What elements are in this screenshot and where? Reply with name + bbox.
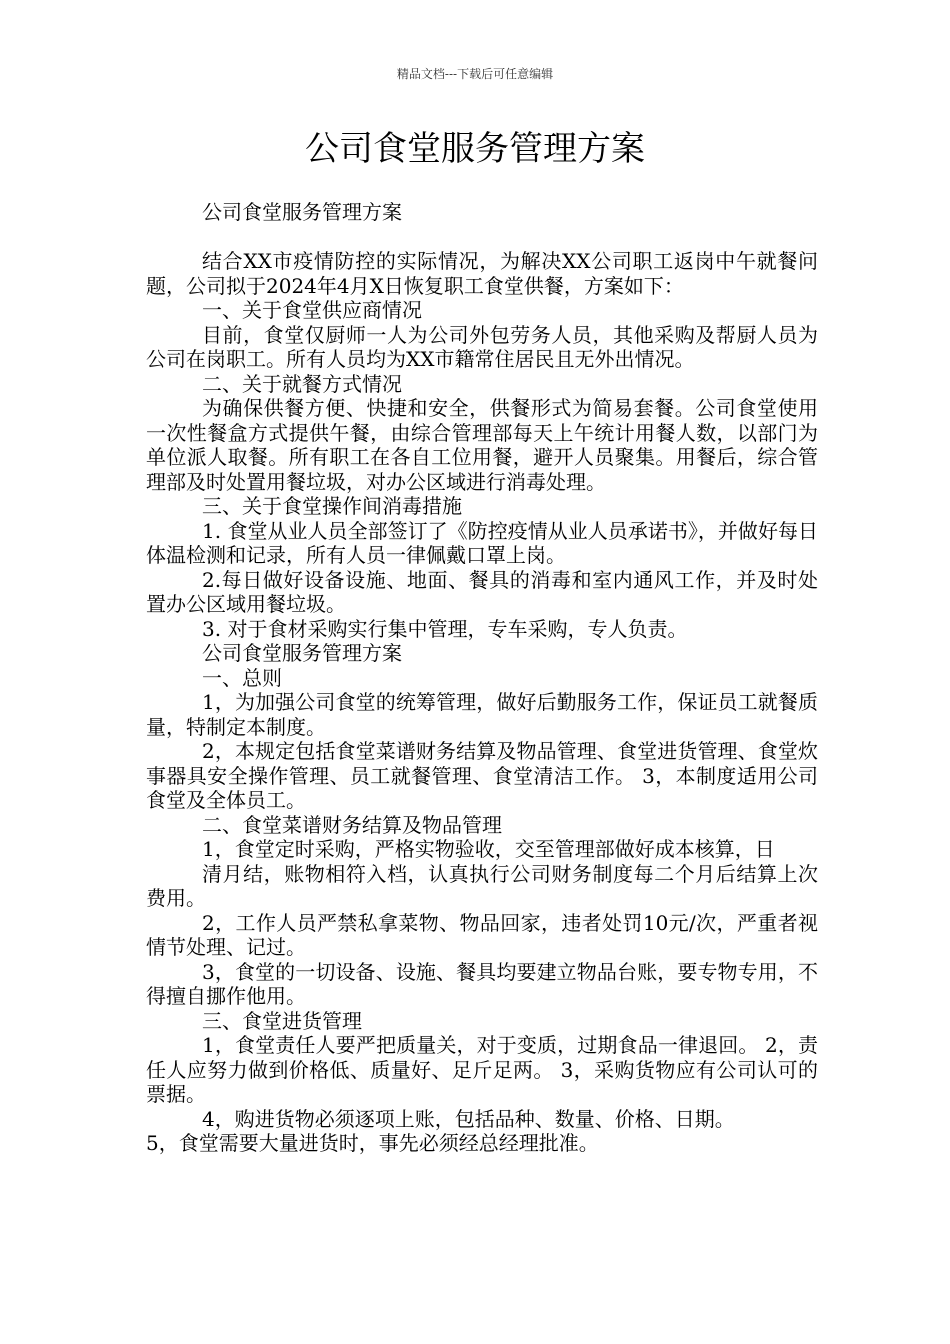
list-item-finance-1-continued: 清月结，账物相符入档，认真执行公司财务制度每二个月后结算上次费用。 xyxy=(146,861,818,910)
section-heading-supplier: 一、关于食堂供应商情况 xyxy=(202,298,422,322)
section-heading-general: 一、总则 xyxy=(202,665,282,690)
list-item-finance-1: 1，食堂定时采购，严格实物验收，交至管理部做好成本核算，日 xyxy=(202,837,775,861)
list-item-disinfection-2: 2.每日做好设备设施、地面、餐具的消毒和室内通风工作，并及时处置办公区域用餐垃圾。 xyxy=(146,567,818,616)
document-subtitle: 公司食堂服务管理方案 xyxy=(202,200,402,224)
list-item-finance-2: 2，工作人员严禁私拿菜物、物品回家，违者处罚10元/次，严重者视情节处理、记过。 xyxy=(146,910,818,959)
list-item-purchasing-1: 1，食堂责任人要严把质量关，对于变质，过期食品一律退回。 2，责任人应努力做到价格低、质量好、足斤足两。 3，采购货物应有公司认可的票据。 xyxy=(146,1033,818,1106)
section-heading-finance: 二、食堂菜谱财务结算及物品管理 xyxy=(202,812,502,837)
list-item-general-2: 2，本规定包括食堂菜谱财务结算及物品管理、食堂进货管理、食堂炊事器具安全操作管理、员工就餐管理、食堂清洁工作。 3，本制度适用公司食堂及全体员工。 xyxy=(146,739,818,812)
document-title: 公司食堂服务管理方案 xyxy=(305,129,645,169)
document-body xyxy=(146,249,818,1156)
list-item-general-1: 1，为加强公司食堂的统筹管理，做好后勤服务工作，保证员工就餐质量，特制定本制度。 xyxy=(146,690,818,739)
paragraph-supplier: 目前，食堂仅厨师一人为公司外包劳务人员，其他采购及帮厨人员为公司在岗职工。所有人员均为XX市籍常住居民且无外出情况。 xyxy=(146,322,818,371)
list-item-disinfection-1: 1. 食堂从业人员全部签订了《防控疫情从业人员承诺书》，并做好每日体温检测和记录，所有人员一律佩戴口罩上岗。 xyxy=(146,518,818,567)
list-item-purchasing-4: 4，购进货物必须逐项上账，包括品种、数量、价格、日期。 xyxy=(202,1106,735,1131)
paragraph-dining-method: 为确保供餐方便、快捷和安全，供餐形式为简易套餐。公司食堂使用一次性餐盒方式提供午餐，由综合管理部每天上午统计用餐人数，以部门为单位派人取餐。所有职工在各自工位用餐，避开人员聚集。用餐后，综合管理部及时处置用餐垃圾，对办公区域进行消毒处理。 xyxy=(146,396,818,494)
page-header-note: 精品文档---下载后可任意编辑 xyxy=(396,67,554,81)
list-item-finance-3: 3，食堂的一切设备、设施、餐具均要建立物品台账，要专物专用，不得擅自挪作他用。 xyxy=(146,959,818,1008)
section-heading-purchasing: 三、食堂进货管理 xyxy=(202,1008,362,1033)
list-item-disinfection-3: 3. 对于食材采购实行集中管理，专车采购，专人负责。 xyxy=(202,616,688,641)
section-heading-dining-method: 二、关于就餐方式情况 xyxy=(202,371,402,396)
paragraph-intro: 结合XX市疫情防控的实际情况，为解决XX公司职工返岗中午就餐问题，公司拟于2024年4月X日恢复职工食堂供餐，方案如下： xyxy=(146,249,818,298)
section-heading-plan-title: 公司食堂服务管理方案 xyxy=(202,641,402,665)
section-heading-disinfection: 三、关于食堂操作间消毒措施 xyxy=(202,494,462,518)
list-item-purchasing-5: 5，食堂需要大量进货时，事先必须经总经理批准。 xyxy=(146,1131,599,1155)
